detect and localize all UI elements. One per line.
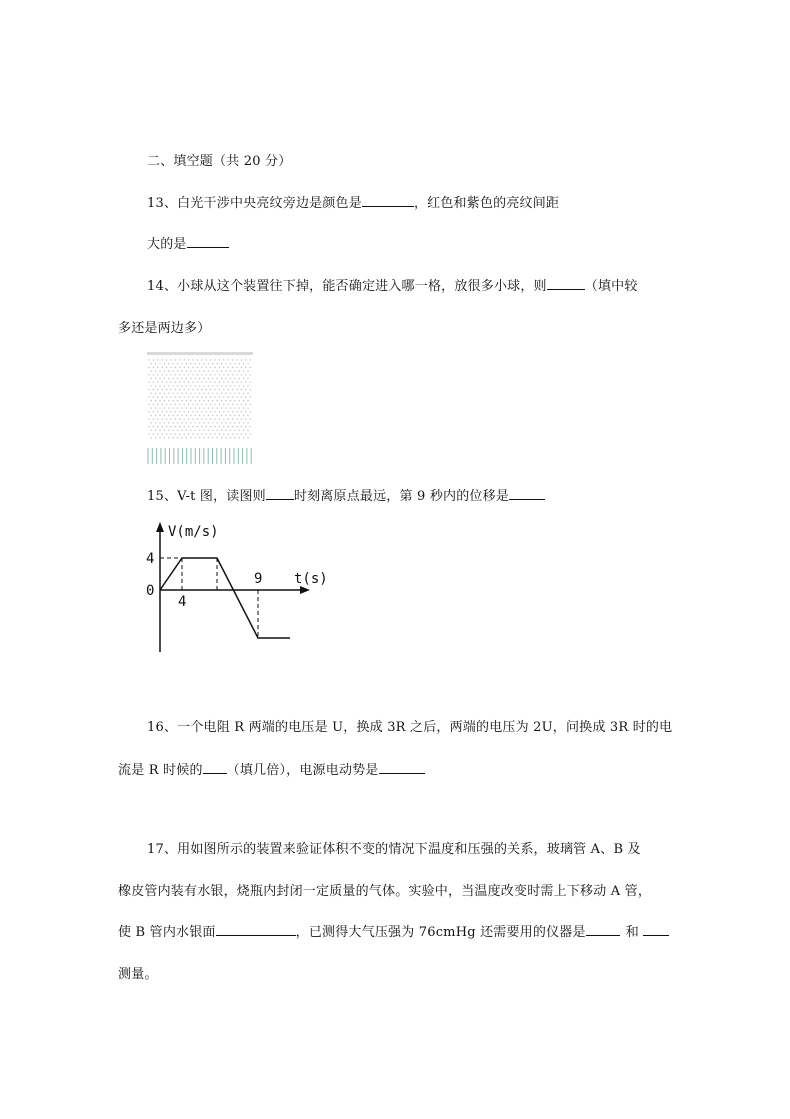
answer-blank[interactable]: [547, 277, 585, 290]
answer-blank[interactable]: [187, 235, 229, 248]
question-17-line-1: 17、用如图所示的装置来验证体积不变的情况下温度和压强的关系，玻璃管 A、B 及: [147, 842, 641, 857]
question-13-line-2: 大的是: [147, 233, 229, 252]
question-16-line-1: 16、一个电阻 R 两端的电压是 U，换成 3R 之后，两端的电压为 2U，问换成 3R 时的电: [147, 720, 673, 735]
question-17-line-2: 橡皮管内装有水银，烧瓶内封闭一定质量的气体。实验中，当温度改变时需上下移动 A 管，: [118, 884, 652, 899]
x-axis-label: t(s): [294, 571, 328, 587]
answer-blank[interactable]: [266, 487, 294, 500]
answer-blank[interactable]: [203, 761, 227, 774]
origin-label: 0: [146, 583, 155, 599]
x-axis-arrow: [300, 586, 310, 594]
answer-blank[interactable]: [216, 923, 296, 936]
answer-blank[interactable]: [362, 194, 414, 207]
question-13-line-1: 13、白光干涉中央亮纹旁边是颜色是 ，红色和紫色的亮纹间距: [147, 196, 560, 211]
question-15-text: 15、V-t 图，读图则 时刻离原点最远，第 9 秒内的位移是: [147, 485, 545, 504]
answer-blank[interactable]: [509, 487, 545, 500]
answer-blank[interactable]: [643, 923, 669, 936]
question-17-line-4: 测量。: [118, 967, 158, 982]
v-t-graph: [140, 516, 330, 656]
y-axis-label: V(m/s): [168, 524, 219, 540]
tick-label-v4: 4: [146, 551, 155, 567]
tick-label-t9: 9: [254, 571, 263, 587]
question-14-line-1: 14、小球从这个装置往下掉，能否确定进入哪一格，放很多小球，则 （填中较: [147, 279, 638, 294]
answer-blank[interactable]: [379, 761, 425, 774]
galton-board-figure: [147, 352, 253, 464]
y-axis-arrow: [156, 522, 164, 532]
answer-blank[interactable]: [586, 923, 620, 936]
question-17-line-3: 使 B 管内水银面 ，已测得大气压强为 76cmHg 还需要用的仪器是 和: [118, 921, 669, 940]
question-16-line-2: 流是 R 时候的 （填几倍），电源电动势是: [118, 759, 425, 778]
section-title: 二、填空题（共 20 分）: [147, 154, 292, 169]
question-14-line-2: 多还是两边多）: [118, 321, 211, 336]
tick-label-t4: 4: [178, 594, 187, 610]
